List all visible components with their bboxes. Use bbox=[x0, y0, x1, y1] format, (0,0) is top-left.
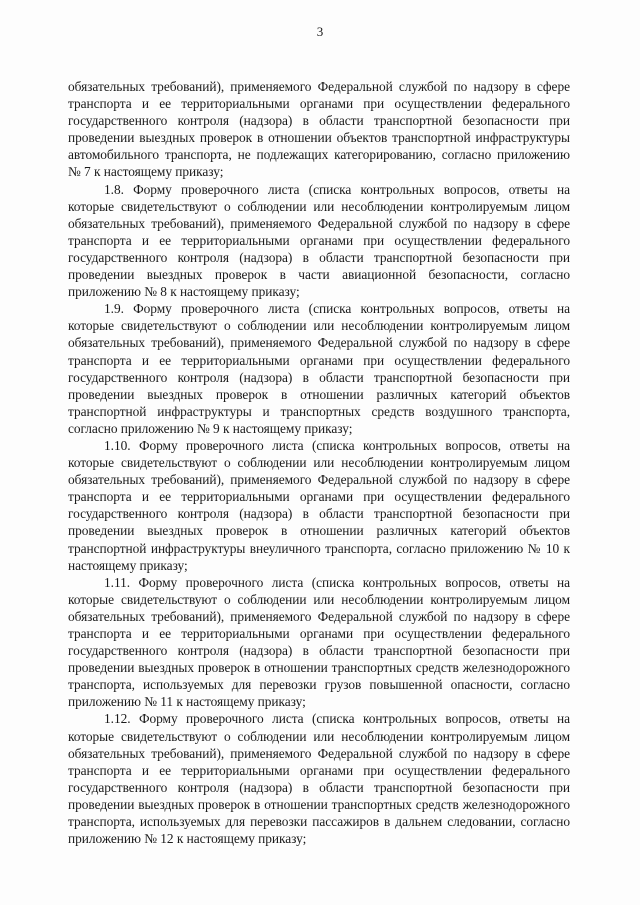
paragraph-1-11: 1.11. Форму проверочного листа (списка контрольных вопросов, ответы на которые свидетельствуют о соблюдении или несоблюдении контролируемым лицом обязательных требований), применяемого Федеральной службой по надзору в сфере транспорта и ее территориальными органами при осуществлении федерального государственного контроля (надзора) в области транспортной безопасности при проведении выездных проверок в отношении транспортных средств железнодорожного транспорта, используемых для перевозки грузов повышенной опасности, согласно приложению № 11 к настоящему приказу; bbox=[68, 574, 570, 710]
paragraph-1-8: 1.8. Форму проверочного листа (списка контрольных вопросов, ответы на которые свидетельствуют о соблюдении или несоблюдении контролируемым лицом обязательных требований), применяемого Федеральной службой по надзору в сфере транспорта и ее территориальными органами при осуществлении федерального государственного контроля (надзора) в области транспортной безопасности при проведении выездных проверок в части авиационной безопасности, согласно приложению № 8 к настоящему приказу; bbox=[68, 181, 570, 300]
paragraph-continuation: обязательных требований), применяемого Федеральной службой по надзору в сфере транспорта и ее территориальными органами при осуществлении федерального государственного контроля (надзора) в области транспортной безопасности при проведении выездных проверок в отношении объектов транспортной инфраструктуры автомобильного транспорта, не подлежащих категорированию, согласно приложению № 7 к настоящему приказу; bbox=[68, 79, 570, 180]
paragraph-1-9: 1.9. Форму проверочного листа (списка контрольных вопросов, ответы на которые свидетельствуют о соблюдении или несоблюдении контролируемым лицом обязательных требований), применяемого Федеральной службой по надзору в сфере транспорта и ее территориальными органами при осуществлении федерального государственного контроля (надзора) в области транспортной безопасности при проведении выездных проверок в отношении различных категорий объектов транспортной инфраструктуры и транспортных средств воздушного транспорта, согласно приложению № 9 к настоящему приказу; bbox=[68, 301, 570, 436]
document-body bbox=[68, 78, 570, 847]
paragraph-1-10: 1.10. Форму проверочного листа (списка контрольных вопросов, ответы на которые свидетельствуют о соблюдении или несоблюдении контролируемым лицом обязательных требований), применяемого Федеральной службой по надзору в сфере транспорта и ее территориальными органами при осуществлении федерального государственного контроля (надзора) в области транспортной безопасности при проведении выездных проверок в отношении различных категорий объектов транспортной инфраструктуры внеуличного транспорта, согласно приложению № 10 к настоящему приказу; bbox=[68, 437, 570, 573]
paragraph-1-12: 1.12. Форму проверочного листа (списка контрольных вопросов, ответы на которые свидетельствуют о соблюдении или несоблюдении контролируемым лицом обязательных требований), применяемого Федеральной службой по надзору в сфере транспорта и ее территориальными органами при осуществлении федерального государственного контроля (надзора) в области транспортной безопасности при проведении выездных проверок в отношении транспортных средств железнодорожного транспорта, используемых для перевозки пассажиров в дальнем следовании, согласно приложению № 12 к настоящему приказу; bbox=[68, 711, 570, 847]
page-number: 3 bbox=[316, 24, 324, 39]
